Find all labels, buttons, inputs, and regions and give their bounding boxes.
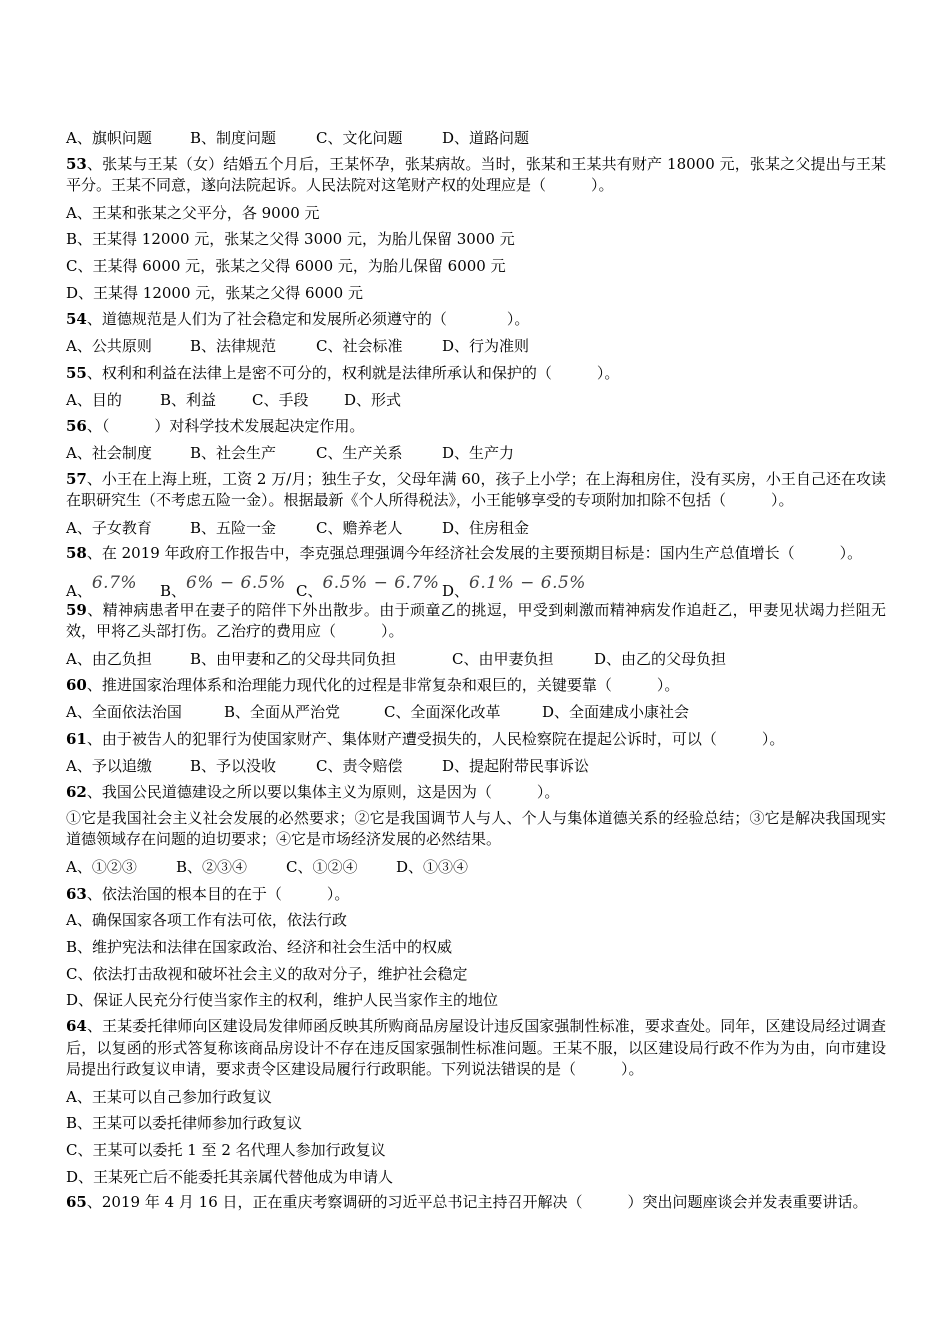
option-d: D、保证人民充分行使当家作主的权利，维护人民当家作主的地位 (66, 991, 499, 1010)
question-55 (66, 360, 886, 387)
question-64 (66, 1016, 886, 1081)
question-number: 61 (66, 729, 87, 748)
question-60 (66, 672, 886, 699)
option-b: B、王某得 12000 元，张某之父得 3000 元，为胎儿保留 3000 元 (66, 230, 515, 249)
option-b: B、王某可以委托律师参加行政复议 (66, 1114, 303, 1133)
option-value: 6.5% − 6.7% (322, 572, 440, 593)
option-b: B、由甲妻和乙的父母共同负担 (190, 649, 397, 668)
question-number: 53 (66, 154, 87, 173)
question-number: 64 (66, 1017, 87, 1035)
option-b: B、予以没收 (190, 756, 277, 775)
question-56 (66, 413, 886, 440)
question-stem: 、道德规范是人们为了社会稳定和发展所必须遵守的（ ）。 (86, 310, 530, 329)
option-a: A、社会制度 (66, 443, 152, 462)
question-number: 54 (66, 310, 87, 329)
option-b: B、②③④ (176, 857, 248, 876)
option-d: D、①③④ (396, 857, 469, 876)
question-number: 65 (66, 1193, 87, 1212)
option-c: C、手段 (252, 390, 309, 409)
option-c: C、社会标准 (316, 337, 403, 356)
option-d: D、道路问题 (442, 129, 530, 147)
option-d: D、提起附带民事诉讼 (442, 756, 590, 775)
question-stem: 、依法治国的根本目的在于（ ）。 (86, 884, 350, 903)
option-d: D、行为准则 (442, 337, 530, 356)
option-d: D、生产力 (442, 443, 515, 462)
option-d: D、王某死亡后不能委托其亲属代替他成为申请人 (66, 1167, 394, 1186)
option-c: C、王某得 6000 元，张某之父得 6000 元，为胎儿保留 6000 元 (66, 257, 506, 276)
question-stem: 、我国公民道德建设之所以要以集体主义为原则，这是因为（ ）。 (86, 783, 560, 802)
question-stem: 、在 2019 年政府工作报告中，李克强总理强调今年经济社会发展的主要预期目标是：国内生产总值增长（ ）。 (86, 544, 863, 563)
q59-options (66, 646, 886, 673)
question-57 (66, 469, 886, 512)
q62-statements: ①它是我国社会主义社会发展的必然要求；②它是我国调节人与人、个人与集体道德关系的经验总结；③它是解决我国现实道德领域存在问题的迫切要求；④它是市场经济发展的必然结果。 (66, 808, 886, 849)
question-number: 60 (66, 676, 87, 695)
question-61 (66, 726, 886, 753)
question-63 (66, 881, 886, 908)
question-stem: 、权利和利益在法律上是密不可分的，权利就是法律所承认和保护的（ ）。 (86, 363, 620, 382)
option-label: C、 (296, 581, 323, 600)
question-number: 62 (66, 783, 87, 802)
option-b: B、五险一金 (190, 518, 277, 537)
option-a: A、由乙负担 (66, 649, 152, 668)
option-label: D、 (442, 581, 470, 600)
option-c: C、由甲妻负担 (452, 649, 554, 668)
option-b: B、利益 (160, 390, 217, 409)
option-b: B、法律规范 (190, 337, 277, 356)
q52-options (66, 125, 886, 152)
question-number: 59 (66, 600, 87, 619)
option-label: B、 (160, 581, 187, 600)
question-stem: 、王某委托律师向区建设局发律师函反映其所购商品房屋设计违反国家强制性标准，要求查处。同年，区建设局经过调查后，以复函的形式答复称该商品房设计不存在违反国家强制性标准问题。王某不服，以区建设局行政不作为为由，向市建设局提出行政复议申请，要求责令区建设局履行行政职能。下列说法错误的是（ ）。 (66, 1017, 886, 1078)
option-b: B、社会生产 (190, 443, 277, 462)
option-a: A、王某可以自己参加行政复议 (66, 1087, 272, 1106)
q58-options (66, 568, 886, 598)
option-a: A、目的 (66, 390, 122, 409)
option-c: C、赡养老人 (316, 518, 403, 537)
option-a: A、确保国家各项工作有法可依，依法行政 (66, 911, 347, 930)
option-a: A、全面依法治国 (66, 703, 182, 722)
q54-options (66, 333, 886, 360)
question-stem: 、张某与王某（女）结婚五个月后，王某怀孕，张某病故。当时，张某和王某共有财产 18000 元，张某之父提出与王某平分。王某不同意，遂向法院起诉。人民法院对这笔财产权的处理应是（ ）。 (66, 154, 886, 195)
question-54 (66, 306, 886, 333)
q55-options (66, 387, 886, 414)
option-d: D、王某得 12000 元，张某之父得 6000 元 (66, 283, 363, 302)
question-stem: 、由于被告人的犯罪行为使国家财产、集体财产遭受损失的，人民检察院在提起公诉时，可以（ ）。 (86, 729, 785, 748)
question-65 (66, 1192, 886, 1214)
option-d: D、由乙的父母负担 (594, 649, 727, 668)
question-58 (66, 543, 886, 565)
option-value: 6.7% (91, 572, 138, 593)
option-a: A、公共原则 (66, 337, 152, 356)
option-c: C、①②④ (286, 857, 358, 876)
option-c: C、王某可以委托 1 至 2 名代理人参加行政复议 (66, 1140, 386, 1159)
question-53 (66, 154, 886, 197)
option-c: C、责令赔偿 (316, 756, 403, 775)
question-stem: 、小王在上海上班，工资 2 万/月；独生子女，父母年满 60，孩子上小学；在上海租房住，没有买房，小王自己还在攻读在职研究生（不考虑五险一金）。根据最新《个人所得税法》，小王能够享受的专项附加扣除不包括（ ）。 (66, 469, 886, 510)
option-value: 6% − 6.5% (186, 572, 286, 593)
question-59 (66, 600, 886, 643)
option-a: A、予以追缴 (66, 756, 152, 775)
q56-options (66, 440, 886, 467)
option-label: A、 (66, 581, 92, 600)
option-b: B、维护宪法和法律在国家政治、经济和社会生活中的权威 (66, 937, 453, 956)
option-a: A、王某和张某之父平分，各 9000 元 (66, 203, 320, 222)
option-d: D、全面建成小康社会 (542, 703, 690, 722)
option-d: D、形式 (344, 390, 402, 409)
document-page (66, 125, 886, 1217)
question-number: 63 (66, 884, 87, 903)
option-c: C、文化问题 (316, 129, 403, 147)
question-stem: 、2019 年 4 月 16 日，正在重庆考察调研的习近平总书记主持召开解决（ ）突出问题座谈会并发表重要讲话。 (86, 1193, 868, 1212)
q60-options (66, 699, 886, 726)
question-62 (66, 779, 886, 806)
option-c: C、生产关系 (316, 443, 403, 462)
option-a: A、旗帜问题 (66, 129, 152, 147)
option-b: B、制度问题 (190, 129, 277, 147)
q62-options (66, 854, 886, 881)
question-stem: 、精神病患者甲在妻子的陪伴下外出散步。由于顽童乙的挑逗，甲受到刺激而精神病发作追赶乙，甲妻见状竭力拦阻无效，甲将乙头部打伤。乙治疗的费用应（ ）。 (66, 600, 886, 641)
option-a: A、子女教育 (66, 518, 152, 537)
q57-options (66, 515, 886, 542)
option-b: B、全面从严治党 (224, 703, 341, 722)
question-number: 55 (66, 363, 87, 382)
option-d: D、住房租金 (442, 518, 530, 537)
option-c: C、全面深化改革 (384, 703, 501, 722)
question-number: 58 (66, 544, 87, 563)
question-stem: 、推进国家治理体系和治理能力现代化的过程是非常复杂和艰巨的，关键要靠（ ）。 (86, 676, 680, 695)
question-number: 57 (66, 469, 87, 488)
question-stem: 、（ ）对科学技术发展起决定作用。 (86, 417, 365, 436)
option-value: 6.1% − 6.5% (469, 572, 586, 593)
q61-options (66, 753, 886, 780)
question-number: 56 (66, 417, 87, 436)
option-c: C、依法打击敌视和破坏社会主义的敌对分子，维护社会稳定 (66, 964, 468, 983)
option-a: A、①②③ (66, 857, 137, 876)
